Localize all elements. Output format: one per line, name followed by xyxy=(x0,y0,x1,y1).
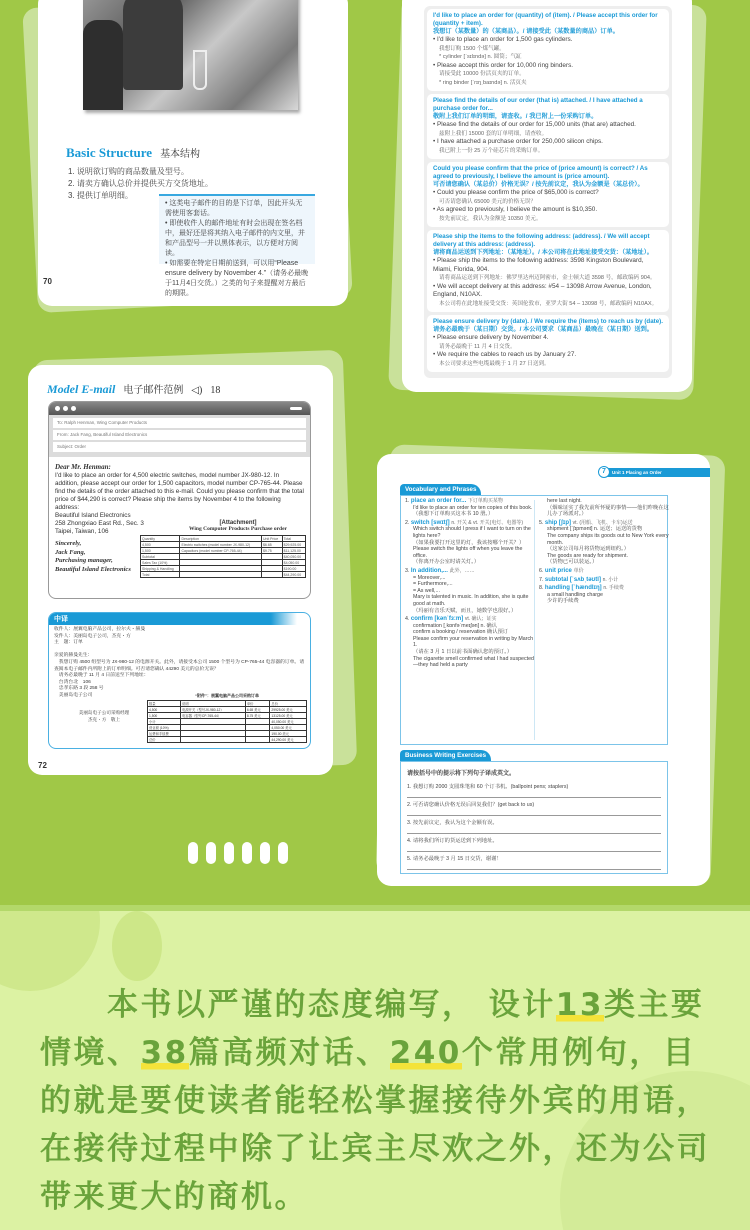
table-cell: 29925.00 美元 xyxy=(270,707,307,713)
translation-line: 台湾台北 106 xyxy=(54,679,91,685)
address-line: 258 Zhongxiao East Rd., Sec. 3 xyxy=(55,520,144,527)
vocab-word: place an order for... xyxy=(410,498,468,504)
vocab-example: here last night. xyxy=(547,498,582,504)
carousel-dot[interactable] xyxy=(242,842,252,864)
phrase-heading: I'd like to place an order for (quantity) of (item). / Please accept this order for (quantity + item). xyxy=(433,12,658,27)
entry-number: 1. xyxy=(405,498,411,504)
vocab-word: handling [ˈhændlɪŋ] xyxy=(544,585,604,592)
vocab-meaning: n. 小计 xyxy=(602,576,619,583)
table-cell: Description xyxy=(180,536,262,542)
phrase-example xyxy=(433,334,663,351)
description-text: 类主要情境、 xyxy=(40,987,705,1071)
vocab-entry xyxy=(405,616,535,669)
table-cell: 4,500 xyxy=(141,542,180,548)
example-en: • Could you please confirm the price of $65,000 is correct? xyxy=(433,189,599,196)
table-cell: 数量 xyxy=(148,701,181,707)
highlighted-number: 13 xyxy=(555,987,604,1023)
example-cn: 请务必最晚于 11 月 4 日交货。 xyxy=(439,343,516,350)
example-note: * cylinder [ˈsɪlɪndə] n. 圆筒；气缸 xyxy=(439,54,522,60)
vocab-example: Which switch should I press if I want to turn on the lights here? xyxy=(413,526,531,539)
entry-number: 6. xyxy=(539,567,545,574)
vocab-word: confirm [kənˈfɜːm] xyxy=(410,616,465,623)
vocab-word: switch [swɪtʃ] xyxy=(410,519,452,526)
entry-number: 4. xyxy=(405,616,411,623)
vocab-example: （烟味证实了我先前所怀疑的事情——他们昨晚在这儿办了场派对。） xyxy=(547,504,669,518)
table-cell: Electric switches (model number JX-980-12) xyxy=(180,542,262,548)
table-cell: $190.00 xyxy=(282,566,305,572)
highlighted-number: 240 xyxy=(389,1035,462,1071)
vocab-example: Please switch the lights off when you leave the office. xyxy=(413,546,523,559)
email-body-text: I'd like to place an order for 4,500 electric switches, model number JX-980-12. In addition, please accept our order for 1,500 capacitors, model number CP-765-44. Please find the details of the order attached to this e-mail. Could you please confirm that the total price of $44,290 is correct? Please ship the items by November 4 to the following address: xyxy=(55,472,304,511)
vocab-meaning: vt. 确认；证实 xyxy=(464,616,497,623)
vocab-example: = Furthermore,... xyxy=(413,581,453,588)
carousel-dot[interactable] xyxy=(278,842,288,864)
vocab-word: unit price xyxy=(544,567,574,574)
table-cell: 40,050.00 美元 xyxy=(270,719,307,725)
example-cn: 请接受此 10000 份活页夹的订单。 xyxy=(439,71,525,77)
email-window xyxy=(48,401,311,599)
address-line: Taipei, Taiwan, 106 xyxy=(55,528,109,535)
book-page-70 xyxy=(38,0,348,306)
translation-label: 中译 xyxy=(49,613,310,625)
entry-number: 8. xyxy=(539,585,545,592)
vocab-headword xyxy=(539,568,669,575)
speaker-icon[interactable]: ◁) xyxy=(191,385,203,396)
email-greeting: Dear Mr. Henman: xyxy=(55,463,111,471)
example-en: • Please find the details of our order for 15,000 units (that are) attached. xyxy=(433,121,636,128)
vocab-meaning: vt. (用船、飞机、卡车)运送 xyxy=(572,519,633,526)
example-en: • Please accept this order for 10,000 ring binders. xyxy=(433,61,574,69)
example-cn: 可否请您确认 65000 美元的价格无误？ xyxy=(439,198,536,205)
table-cell: 6.65 美元 xyxy=(245,707,270,713)
phrase-example xyxy=(433,351,663,368)
vocab-meaning: n. 手续费 xyxy=(603,585,624,592)
description-section xyxy=(0,905,750,1230)
table-cell xyxy=(261,572,282,578)
table-cell: Subtotal xyxy=(141,554,180,560)
phrase-block xyxy=(427,230,669,312)
vocab-example: （玛丽有音乐天赋，而且，她数学也很好。） xyxy=(413,607,517,614)
table-cell: 13125.00 美元 xyxy=(270,713,307,719)
vocab-entry xyxy=(539,520,669,566)
decor-circle xyxy=(112,911,162,981)
carousel-dot[interactable] xyxy=(188,842,198,864)
table-cell: 1,500 xyxy=(141,548,180,554)
unit-banner: 7 Unit 1 Placing an Order xyxy=(600,468,710,477)
exercise-item: 3. 按先前议定，我认为这个金额有误。 xyxy=(407,816,661,834)
from-field: From: Jack Fang, Beautiful Island Electronics xyxy=(53,430,306,440)
vocab-headword xyxy=(405,616,535,623)
phrase-block xyxy=(427,9,669,91)
highlighted-number: 38 xyxy=(140,1035,189,1071)
vocab-example: （这家公司每月将货物运到纽约。） xyxy=(547,546,630,553)
vocabulary-box xyxy=(400,495,668,745)
exercise-item: 1. 我想订购 2000 支圆珠笔和 60 个订书机。(ballpoint pens; staplers) xyxy=(407,780,661,798)
vocab-example: （你离开办公室时请关灯。） xyxy=(413,559,480,566)
table-cell xyxy=(180,572,262,578)
carousel-dot[interactable] xyxy=(224,842,234,864)
table-cell: 8.75 美元 xyxy=(245,713,270,719)
carousel-dot[interactable] xyxy=(206,842,216,864)
decor-circle xyxy=(0,905,100,991)
table-cell: $11,125.00 xyxy=(282,548,305,554)
vocab-headword xyxy=(539,577,669,584)
phrase-heading-cn: 请将商品运送到下列地址：（某地址）。/ 本公司将在此地址接受交货：（某地址）。 xyxy=(433,249,653,256)
vocab-meaning: 下订单购买某物 xyxy=(467,498,503,504)
vocab-example: （请在 3 月 1 日以前书面确认您的预订。） xyxy=(413,649,513,656)
phrase-block xyxy=(427,94,669,159)
vocab-column xyxy=(539,498,669,607)
example-en: • I'd like to place an order for 1,500 gas cylinders. xyxy=(433,36,573,43)
vocab-entry xyxy=(539,577,669,584)
table-cell: 总价 xyxy=(148,737,181,743)
table-cell: $4,050.00 xyxy=(282,560,305,566)
table-cell xyxy=(181,737,246,743)
translation-text xyxy=(49,625,310,702)
table-cell: 运费和手续费 xyxy=(148,731,181,737)
translation-line: 请务必最晚于 11 月 4 日前送至下列地址： xyxy=(54,673,149,679)
vocab-entry xyxy=(539,568,669,575)
table-cell: Quantity xyxy=(141,536,180,542)
example-cn: 按先前议定，我认为金额是 10350 美元。 xyxy=(439,215,542,222)
carousel-indicator[interactable] xyxy=(188,842,288,864)
table-row xyxy=(141,572,306,578)
subject-field: Subject: Order xyxy=(53,442,306,452)
vocab-word: ship [ʃɪp] xyxy=(544,519,573,526)
exercise-prompt: 请按括号中的提示将下列句子译成英文。 xyxy=(407,771,516,777)
vocab-meaning: 单价 xyxy=(573,567,584,574)
entry-number: 3. xyxy=(405,567,411,574)
table-cell: 总价 xyxy=(270,701,307,707)
vocab-example: （我想下订单购买这本书 10 册。） xyxy=(413,511,494,518)
vocab-example: The goods are ready for shipment. xyxy=(547,552,628,559)
vocab-headword xyxy=(405,498,535,505)
page-number: 70 xyxy=(43,277,52,286)
table-cell: 电容器（型号CP-765-44） xyxy=(181,713,246,719)
vocab-example: Mary is talented in music. In addition, she is quite good at math. xyxy=(413,594,529,607)
email-header-fields xyxy=(49,415,310,457)
table-cell: $6.65 xyxy=(261,542,282,548)
vocab-example: = As well,... xyxy=(413,587,440,594)
translation-line: 发件人：美丽岛电子公司，杰克・方 xyxy=(54,633,131,639)
translation-line: 我想订购 4500 组型号为 JX-980-12 的电源开关。此外，请接受本公司 1500 个型号为 CP-765-44 电容器的订单。请查阅本电子邮件内所附上的订单明细。可否请您确认 44290 美元的总价无误？ xyxy=(54,659,305,672)
example-cn: 我想订购 1500 个煤气罐。 xyxy=(439,45,505,52)
table-cell: Unit Price xyxy=(261,536,282,542)
book-description xyxy=(40,981,712,1221)
to-field: To: Ralph Henman, Wing Computer Products xyxy=(53,418,306,428)
vocab-word: In addition,... xyxy=(410,567,450,574)
example-en: • We will accept delivery at this address: #54 – 13098 Arrow Avenue, London, England, N10AX. xyxy=(433,282,652,298)
example-cn: 本公司将在此地址接受交货：英国伦敦市，亚罗大街 54 – 13098 号，邮政编码 N10AX。 xyxy=(439,300,658,307)
table-cell: Shipping & Handling xyxy=(141,566,180,572)
vocab-entry xyxy=(405,568,535,614)
table-cell: 190.00 美元 xyxy=(270,731,307,737)
vocab-entry xyxy=(539,585,669,605)
description-text: 个常用例句，目的就是要使读者能轻松掌握接待外宾的用语，在接待过程中除了让宾主尽欢之外，还为公司带来更大的商机。 xyxy=(40,1035,710,1215)
step-item: 2. 请卖方确认总价并提供买方交货地址。 xyxy=(68,179,213,188)
example-en: • I have attached a purchase order for 250,000 silicon chips. xyxy=(433,138,603,145)
book-page-phrases xyxy=(402,0,692,392)
entry-number: 7. xyxy=(539,576,545,583)
example-en: • Please ensure delivery by November 4. xyxy=(433,334,549,341)
phrase-example xyxy=(433,189,663,206)
vocab-entry xyxy=(539,498,669,518)
entry-number: 2. xyxy=(405,519,411,526)
model-email-title: Model E-mail 电子邮件范例 ◁) 18 xyxy=(47,382,221,396)
phrase-list xyxy=(424,6,672,378)
exercise-item: 2. 可否请您确认价格无误后回复我们？(get back to us) xyxy=(407,798,661,816)
example-cn: 我已附上一份 25 万个硅芯片的采购订单。 xyxy=(439,147,544,154)
phrase-heading-cn: 敬附上我们订单的明细，请查收。/ 我已附上一份采购订单。 xyxy=(433,113,598,120)
vocabulary-header: Vocabulary and Phrases xyxy=(400,484,481,495)
example-en: • Please ship the items to the following address: 3598 Kingston Boulevard, Miami, Florida, 904. xyxy=(433,257,644,273)
table-cell: Capacitors (model number CP-765-44) xyxy=(180,548,262,554)
vocab-headword xyxy=(539,585,669,592)
phrase-block xyxy=(427,315,669,372)
window-dot-icon xyxy=(63,406,68,411)
exercise-item: 4. 请将我们所订的货运送到下列地址。 xyxy=(407,834,661,852)
table-cell: 单价 xyxy=(245,701,270,707)
example-note: * ring binder [ˈrɪŋˌbaɪndə] n. 活页夹 xyxy=(439,79,527,86)
phrase-block xyxy=(427,162,669,227)
table-cell: $29,925.00 xyxy=(282,542,305,548)
translation-box xyxy=(48,612,311,749)
translation-line: 忠孝东路 3 段 258 号 xyxy=(54,686,104,692)
phrase-example xyxy=(433,138,663,155)
vocab-example: 少许的手续费 xyxy=(547,598,579,605)
phrase-example xyxy=(433,257,663,283)
book-page-72-model-email xyxy=(28,365,333,775)
table-cell: 营业税 (10%) xyxy=(148,725,181,731)
email-signature: Sincerely, Jack Fang, Purchasing manager, Beautiful Island Electronics xyxy=(55,540,131,573)
phrase-example xyxy=(433,283,663,309)
phrase-heading: Please find the details of our order (that is) attached. / I have attached a purchase order for... xyxy=(433,97,643,112)
tips-box: • 这类电子邮件的目的是下订单，因此开头无需使用客套话。 • 即使收件人的邮件地址有时会出现在签名档中，最好还是将其纳入电子邮件的内文里，并和产品型号一并以黑体表示，以方便对方阅读。 • 如需要在特定日期前送到，可以用“Please ensure delivery by November 4.”（请务必最晚于11月4日交货。）之类的句子来提醒对方最后的期限。 xyxy=(159,194,315,264)
vocab-example: I'd like to place an order for ten copies of this book. xyxy=(413,504,533,511)
vocab-word: subtotal [ˈsʌbˌtəʊtl] xyxy=(544,576,603,583)
table-row xyxy=(148,737,307,743)
unit-number-badge: 7 xyxy=(598,466,610,478)
vocab-column xyxy=(405,498,535,671)
table-cell: Total xyxy=(141,572,180,578)
exercises-header: Business Writing Exercises xyxy=(400,750,491,761)
audio-track-number: 18 xyxy=(210,385,221,396)
basic-structure-title: Basic Structure 基本结构 xyxy=(66,145,201,160)
vocab-example: confirmation [ˌkɒnfəˈmeɪʃən] n. 确认 xyxy=(413,622,498,629)
window-titlebar xyxy=(49,402,310,415)
phrase-example xyxy=(433,36,663,62)
table-cell xyxy=(245,737,270,743)
address-line: Beautiful Island Electronics xyxy=(55,512,131,519)
phrase-heading: Could you please confirm that the price of (price amount) is correct? / As agreed to previously, I believe the amount is (price amount). xyxy=(433,165,648,180)
table-cell: 4,050.00 美元 xyxy=(270,725,307,731)
description-text: 篇高频对话、 xyxy=(188,1035,390,1071)
page-number: 72 xyxy=(38,761,47,770)
vocab-example: The company ships its goods out to New York every month. xyxy=(547,532,669,546)
example-cn: 请将商品运送到下列地址：佛罗里达州迈阿密市，金士顿大道 3598 号，邮政编码 904。 xyxy=(439,275,656,281)
table-cell: Sales Tax (10%) xyxy=(141,560,180,566)
example-en: • As agreed to previously, I believe the amount is $10,350. xyxy=(433,206,598,213)
translation-line: 美丽岛电子公司 xyxy=(54,692,93,698)
vocab-example: shipment [ˈʃɪpmənt] n. 运送；运送的货物 xyxy=(547,526,643,533)
vocab-example: Please confirm your reservation in writing by March 1. xyxy=(413,635,534,649)
vocab-headword xyxy=(405,568,535,575)
vocab-example: （货物已可以装运。） xyxy=(547,559,598,566)
attachment-heading: [Attachment] Wing Computer Products Purchase order xyxy=(189,520,287,532)
table-cell: 4,500 xyxy=(148,707,181,713)
table-cell: 44,290.00 美元 xyxy=(270,737,307,743)
phrase-heading-cn: 我想订（某数量）的（某商品）。/ 请接受此（某数量的商品）订单。 xyxy=(433,28,619,35)
purchase-order-table xyxy=(140,535,306,578)
vocab-example: confirm a booking / reservation 确认预订 xyxy=(413,629,509,636)
vocab-entry xyxy=(405,498,535,518)
vocab-headword xyxy=(405,520,535,527)
phrase-heading-cn: 可否请您确认（某总价）价格无误？/ 按先前议定，我认为金额是（某总价）。 xyxy=(433,181,644,188)
phrase-example xyxy=(433,121,663,138)
translation-signature: 美丽岛电子公司采购经理 杰克・方 敬上 xyxy=(78,710,130,722)
table-cell: 小计 xyxy=(148,719,181,725)
exercises-box xyxy=(400,761,668,874)
example-cn: 本公司要求这些电缆最晚于 1 月 27 日送到。 xyxy=(439,360,550,367)
window-dot-icon xyxy=(71,406,76,411)
example-cn: 兹附上我们 15000 套的订单明细，请查收。 xyxy=(439,130,548,137)
exercise-item: 5. 请务必最晚于 3 月 15 日交货，谢谢！ xyxy=(407,852,661,870)
vocab-example: （如果我要打开这里的灯，我该按哪个开关？） xyxy=(413,539,525,546)
translation-line: 收件人：展翼电脑产品公司，拉尔夫・赫曼 xyxy=(54,627,146,632)
phrase-heading: Please ensure delivery by (date). / We require the (items) to reach us by (date). xyxy=(433,318,663,325)
vocab-meaning: n. 开关 & vt. 开关(电灯、电器等) xyxy=(451,519,523,526)
table-cell: $9.75 xyxy=(261,548,282,554)
example-en: • We require the cables to reach us by January 27. xyxy=(433,351,577,358)
translation-table-title: “附件”：展翼电脑产品公司采购订单 xyxy=(195,693,259,698)
vocab-example: a small handling charge xyxy=(547,591,603,598)
translation-line: 主 题：订单 xyxy=(54,640,83,646)
entry-number: 5. xyxy=(539,519,545,526)
phrase-heading: Please ship the items to the following address: (address). / We will accept delivery at this address: (address). xyxy=(433,233,650,248)
translation-order-table xyxy=(147,700,307,743)
phrase-heading-cn: 请务必最晚于（某日期）交货。/ 本公司要求（某商品）最晚在（某日期）送到。 xyxy=(433,326,653,333)
vocab-meaning: 此外，…… xyxy=(449,567,475,574)
table-cell: Total xyxy=(282,536,305,542)
vocab-example: The cigarette smell confirmed what I had suspected—they had held a party xyxy=(413,655,535,669)
table-cell: $40,050.00 xyxy=(282,554,305,560)
translation-line: 亲爱的赫曼先生： xyxy=(54,653,93,659)
table-cell: 1,500 xyxy=(148,713,181,719)
carousel-dot[interactable] xyxy=(260,842,270,864)
restaurant-photo xyxy=(83,0,298,110)
phrase-example xyxy=(433,62,663,88)
description-text: 本书以严谨的态度编写， 设计 xyxy=(107,987,556,1023)
table-cell: $44,290.00 xyxy=(282,572,305,578)
table-cell: 说明 xyxy=(181,701,246,707)
minimize-icon xyxy=(290,407,302,410)
step-item: 1. 说明欲订购的商品数量及型号。 xyxy=(68,167,189,176)
window-dot-icon xyxy=(55,406,60,411)
table-cell: 电源开关（型号JX-980-12） xyxy=(181,707,246,713)
vocab-entry xyxy=(405,520,535,566)
step-item: 3. 提供订单明细。 xyxy=(68,191,133,200)
phrase-example xyxy=(433,206,663,223)
book-page-vocabulary xyxy=(377,454,710,886)
vocab-example: = Moreover,... xyxy=(413,574,446,581)
